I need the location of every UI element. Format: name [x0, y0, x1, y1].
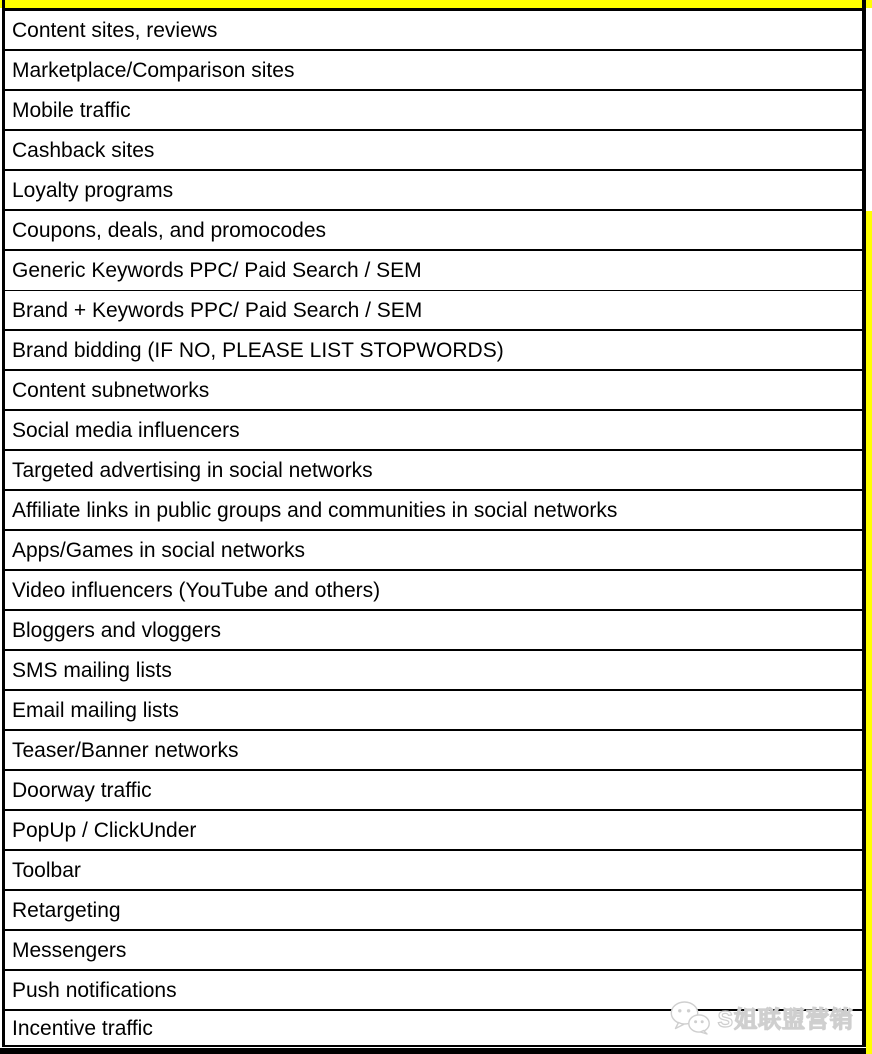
table-row — [5, 531, 862, 571]
table-row — [5, 491, 862, 531]
table-row — [5, 571, 862, 611]
cell-label: Brand + Keywords PPC/ Paid Search / SEM — [12, 298, 423, 322]
table-row — [5, 91, 862, 131]
cell-label: Retargeting — [12, 898, 121, 922]
table-row — [5, 131, 862, 171]
cell-label: Video influencers (YouTube and others) — [12, 578, 381, 602]
cell-label: Cashback sites — [12, 138, 155, 162]
table-row — [5, 931, 862, 971]
table-row — [5, 371, 862, 411]
traffic-types-table — [2, 8, 866, 1047]
cell-label: Targeted advertising in social networks — [12, 458, 373, 482]
table-row — [5, 451, 862, 491]
cell-label: Affiliate links in public groups and communities in social networks — [12, 498, 618, 522]
table-row — [5, 851, 862, 891]
cell-label: Loyalty programs — [12, 178, 174, 202]
table-row — [5, 691, 862, 731]
highlighted-row-top-sliver — [0, 0, 872, 8]
cell-label: SMS mailing lists — [12, 658, 172, 682]
watermark-text: S姐联盟营销 — [717, 1006, 854, 1032]
table-row — [5, 891, 862, 931]
cell-label: Generic Keywords PPC/ Paid Search / SEM — [12, 259, 422, 282]
table-row — [5, 411, 862, 451]
adjacent-column-sliver-yellow — [866, 211, 872, 1054]
table-row — [5, 771, 862, 811]
table-row — [5, 211, 862, 251]
cell-label: Coupons, deals, and promocodes — [12, 218, 327, 242]
cell-label: Messengers — [12, 938, 127, 962]
thick-bottom-border — [0, 1048, 866, 1054]
table-row — [5, 291, 862, 331]
right-column-border-tick — [862, 0, 866, 8]
adjacent-column-sliver-white — [866, 8, 872, 211]
cell-label: Content subnetworks — [12, 378, 210, 402]
cell-label: Push notifications — [12, 978, 177, 1002]
cell-label: Social media influencers — [12, 418, 240, 442]
cell-label: Incentive traffic — [12, 1016, 153, 1040]
cell-label: Marketplace/Comparison sites — [12, 58, 295, 82]
table-row — [5, 651, 862, 691]
table-row — [5, 11, 862, 51]
cell-label: Brand bidding (IF NO, PLEASE LIST STOPWORDS) — [12, 338, 504, 362]
cell-label: Doorway traffic — [12, 778, 152, 802]
table-row — [5, 611, 862, 651]
table-row — [5, 731, 862, 771]
cell-label: Teaser/Banner networks — [12, 738, 239, 762]
table-row — [5, 251, 862, 291]
watermark — [669, 1000, 854, 1035]
table-row — [5, 811, 862, 851]
left-column-border-tick — [2, 0, 5, 8]
cell-label: Toolbar — [12, 858, 81, 882]
table-row — [5, 171, 862, 211]
cell-label: Mobile traffic — [12, 98, 131, 122]
cell-label: Bloggers and vloggers — [12, 618, 221, 642]
table-row — [5, 51, 862, 91]
cell-label: Content sites, reviews — [12, 18, 218, 42]
cell-label: PopUp / ClickUnder — [12, 818, 197, 842]
cell-label: Email mailing lists — [12, 698, 179, 722]
cell-label: Apps/Games in social networks — [12, 538, 305, 562]
table-row — [5, 331, 862, 371]
wechat-icon — [669, 1000, 711, 1035]
